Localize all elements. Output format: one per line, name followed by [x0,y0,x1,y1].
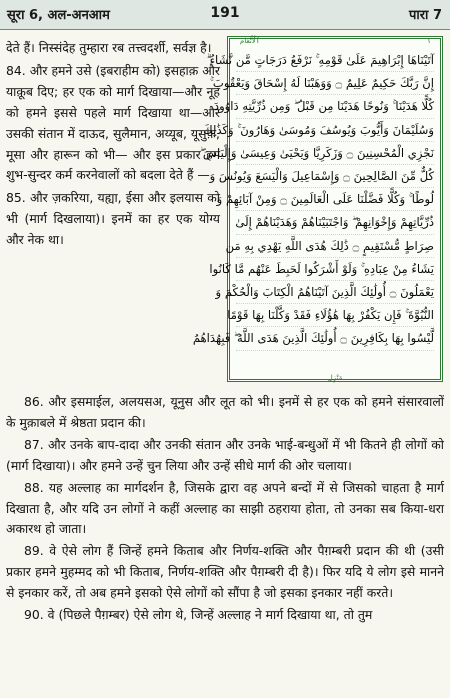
arabic-line: يَعْمَلُونَ ۝ أُولَٰئِكَ الَّذِينَ آتَيْنَاهُمُ الْكِتَابَ وَالْحُكْمَ وَ [236,281,434,304]
arabic-line: لَّيْسُوا بِهَا بِكَافِرِينَ ۝ أُولَٰئِكَ الَّذِينَ هَدَى اللَّهُ ۖ فَبِهُدَاهُمُ [236,327,434,350]
arabic-text-box [192,36,443,382]
verse-89: 89. वे ऐसे लोग हैं जिन्हें हमने किताब और निर्णय-शक्ति और पैग़म्बरी प्रदान की थी (उसी प्रकार हमने मुहम्मद को भी किताब, निर्णय-शक्ति और पैग़म्बरी दी है)। फिर यदि ये लोग इसे मानने से इनकार करें, तो अब हमने इसको ऐसे लोगों को सौंपा है जो इसका इनकार नहीं करते। [6,543,444,601]
arabic-line: لُوطًا ۚ وَكُلًّا فَضَّلْنَا عَلَى الْعَالَمِينَ ۝ وَمِنْ آبَائِهِمْ وَ [236,188,434,211]
full-width-translation [6,392,444,627]
arabic-line: كُلٌّ مِّنَ الصَّالِحِينَ ۝ وَإِسْمَاعِيلَ وَالْيَسَعَ وَيُونُسَ وَ [236,165,434,188]
verse-84: 84. और हमने उसे (इबराहीम को) इसहाक़ और याक़ूब दिए; हर एक को मार्ग दिखाया—और नूह को हमने इससे पहले मार्ग दिखाया था—और उसकी संतान में दाऊद, सुलैमान, अय्यूब, यूसुफ़, मूसा और हारून को भी— और इस प्रकार हम शुभ-सुन्दर कर्म करनेवालों को बदला देते हैं — [6,62,220,183]
arabic-line: وَسُلَيْمَانَ وَأَيُّوبَ وَيُوسُفَ وَمُوسَىٰ وَهَارُونَ ۚ وَكَذَٰلِكَ [236,119,434,142]
arabic-line: إِنَّ رَبَّكَ حَكِيمٌ عَلِيمٌ ۝ وَوَهَبْنَا لَهُ إِسْحَاقَ وَيَعْقُوبَ ۚ [236,72,434,95]
verse-87: 87. और उनके बाप-दादा और उनकी संतान और उनके भाई-बन्धुओं में भी कितने ही लोगों को (मार्ग दिखाया)। और हमने उन्हें चुन लिया और उन्हें सीधे मार्ग की ओर चलाया। [6,436,444,473]
verse-90-start: 90. वे (पिछले पैग़म्बर) ऐसे लोग थे, जिन्हें अल्लाह ने मार्ग दिखाया था, तो तुम [24,607,373,623]
arabic-line: النُّبُوَّةَ ۚ فَإِن يَكْفُرْ بِهَا هَٰؤُلَاءِ فَقَدْ وَكَّلْنَا بِهَا قَوْمًا [236,304,434,327]
arabic-line: نَجْزِي الْمُحْسِنِينَ ۝ وَزَكَرِيَّا وَيَحْيَىٰ وَعِيسَىٰ وَإِلْيَاسَ ۖ [236,142,434,165]
verse-88: 88. यह अल्लाह का मार्गदर्शन है, जिसके द्वारा वह अपने बन्दों में से जिसको चाहता है मार्ग दिखाता है, और यदि उन लोगों ने कहीं अल्लाह का साझी ठहराया होता, तो उनका सब किया-धरा अकारथ हो जाता। [6,479,444,537]
manzil-tag: مَنْزِل [327,374,343,382]
verse-86: 86. और इसमाईल, अलयसअ, यूनुस और लूत को भी। इनमें से हर एक को हमने संसारवालों के मुक़ाबले में श्रेष्ठता प्रदान की। [6,394,444,430]
para-label: पारा 7 [408,8,442,23]
page-header [0,0,450,30]
arabic-line: كُلًّا هَدَيْنَا ۚ وَنُوحًا هَدَيْنَا مِن قَبْلُ ۖ وَمِن ذُرِّيَّتِهِ دَاوُودَ [236,95,434,118]
verse-85: 85. और ज़करिया, यह्या, ईसा और इलयास को भी (मार्ग दिखलाया)। इनमें का हर एक योग्य और नेक था। [6,190,220,248]
surah-number-tag: ٦ [426,37,430,45]
arabic-lines [192,49,434,351]
arabic-line: يَشَاءُ مِنْ عِبَادِهِ ۚ وَلَوْ أَشْرَكُوا لَحَبِطَ عَنْهُم مَّا كَانُوا [236,258,434,281]
surah-name-tag: ٱلْأَنْعَام [240,37,260,45]
arabic-line: صِرَاطٍ مُّسْتَقِيمٍ ۝ ذَٰلِكَ هُدَى اللَّهِ يَهْدِي بِهِ مَن [236,235,434,258]
arabic-line: ذُرِّيَّاتِهِمْ وَإِخْوَانِهِمْ ۖ وَاجْتَبَيْنَاهُمْ وَهَدَيْنَاهُمْ إِلَىٰ [236,211,434,234]
surah-title: सूरा 6, अल-अनआम [7,8,110,23]
arabic-line: آتَيْنَاهَا إِبْرَاهِيمَ عَلَىٰ قَوْمِهِ ۚ نَرْفَعُ دَرَجَاتٍ مَّن نَّشَاءُ ۗ [236,49,434,72]
verse-83-end: देते हैं। निस्संदेह तुम्हारा रब तत्त्वदर्शी, सर्वज्ञ है। [6,40,212,55]
hindi-translation-column [6,38,220,253]
page-number: 191 [210,5,240,21]
